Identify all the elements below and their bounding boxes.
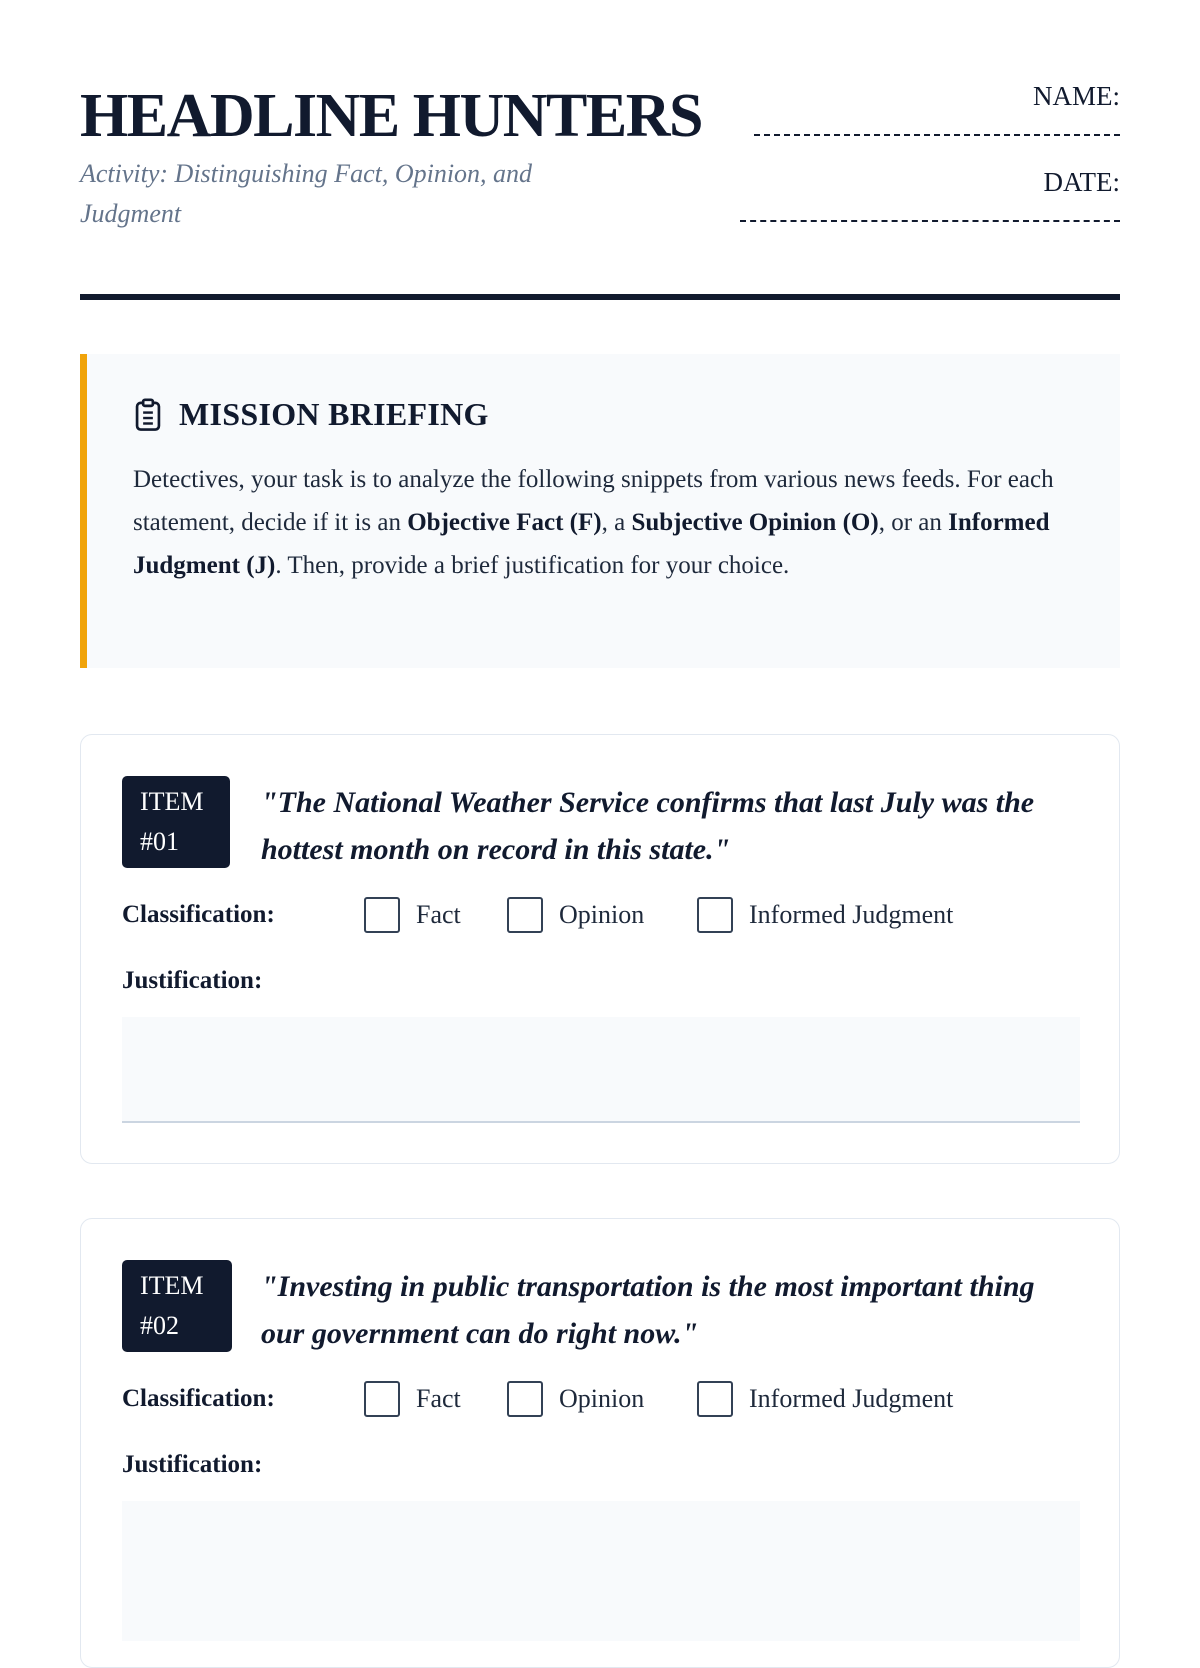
item-card — [80, 1218, 1120, 1668]
classification-row — [122, 895, 1072, 935]
activity-subtitle: Activity: Distinguishing Fact, Opinion, and Judgment — [80, 159, 533, 228]
item-badge: ITEM #01 — [122, 776, 230, 868]
briefing-title: MISSION BRIEFING — [179, 396, 489, 432]
fact-checkbox[interactable] — [364, 1381, 400, 1417]
item-statement: "Investing in public transportation is the most important thing our government can do right now." — [261, 1270, 1035, 1350]
item-statement: "The National Weather Service confirms that last July was the hottest month on record in this state." — [261, 786, 1035, 866]
page-title: HEADLINE HUNTERS — [80, 82, 702, 150]
informed-judgment-checkbox[interactable] — [697, 1381, 733, 1417]
clipboard-icon — [133, 398, 163, 432]
item-card — [80, 734, 1120, 1164]
opinion-checkbox[interactable] — [507, 897, 543, 933]
name-label: NAME: — [1033, 81, 1120, 111]
option-opinion[interactable]: Opinion — [507, 895, 644, 935]
classification-label: Classification: — [122, 1385, 275, 1412]
briefing-heading — [133, 396, 489, 433]
date-label: DATE: — [1043, 167, 1120, 197]
justification-label: Justification: — [122, 967, 263, 994]
option-fact[interactable]: Fact — [364, 895, 461, 935]
option-informed-judgment[interactable]: Informed Judgment — [697, 1379, 953, 1419]
term-informed-judgment: Informed Judgment (J) — [133, 509, 1050, 579]
date-field[interactable] — [740, 220, 1120, 222]
option-fact[interactable]: Fact — [364, 1379, 461, 1419]
informed-judgment-checkbox[interactable] — [697, 897, 733, 933]
header-divider — [80, 294, 1120, 300]
term-subjective-opinion: Subjective Opinion (O) — [631, 509, 879, 536]
justification-field[interactable] — [122, 1501, 1080, 1641]
term-objective-fact: Objective Fact (F) — [407, 509, 602, 536]
name-field[interactable] — [754, 134, 1120, 136]
option-opinion[interactable]: Opinion — [507, 1379, 644, 1419]
opinion-checkbox[interactable] — [507, 1381, 543, 1417]
classification-label: Classification: — [122, 901, 275, 928]
briefing-instructions: Detectives, your task is to analyze the following snippets from various news feeds. For each statement, decide if it is an Objective Fact (F), a Subjective Opinion (O), or an Informed Judgment (J). Then, provide a brief justification for your choice. — [133, 466, 1054, 579]
justification-field[interactable] — [122, 1017, 1080, 1123]
option-informed-judgment[interactable]: Informed Judgment — [697, 895, 953, 935]
worksheet-page — [80, 0, 1120, 1478]
student-info — [740, 80, 1120, 252]
classification-row — [122, 1379, 1072, 1419]
worksheet-header — [80, 0, 1120, 304]
fact-checkbox[interactable] — [364, 897, 400, 933]
justification-label: Justification: — [122, 1451, 263, 1478]
mission-briefing — [80, 354, 1120, 668]
item-badge: ITEM #02 — [122, 1260, 232, 1352]
